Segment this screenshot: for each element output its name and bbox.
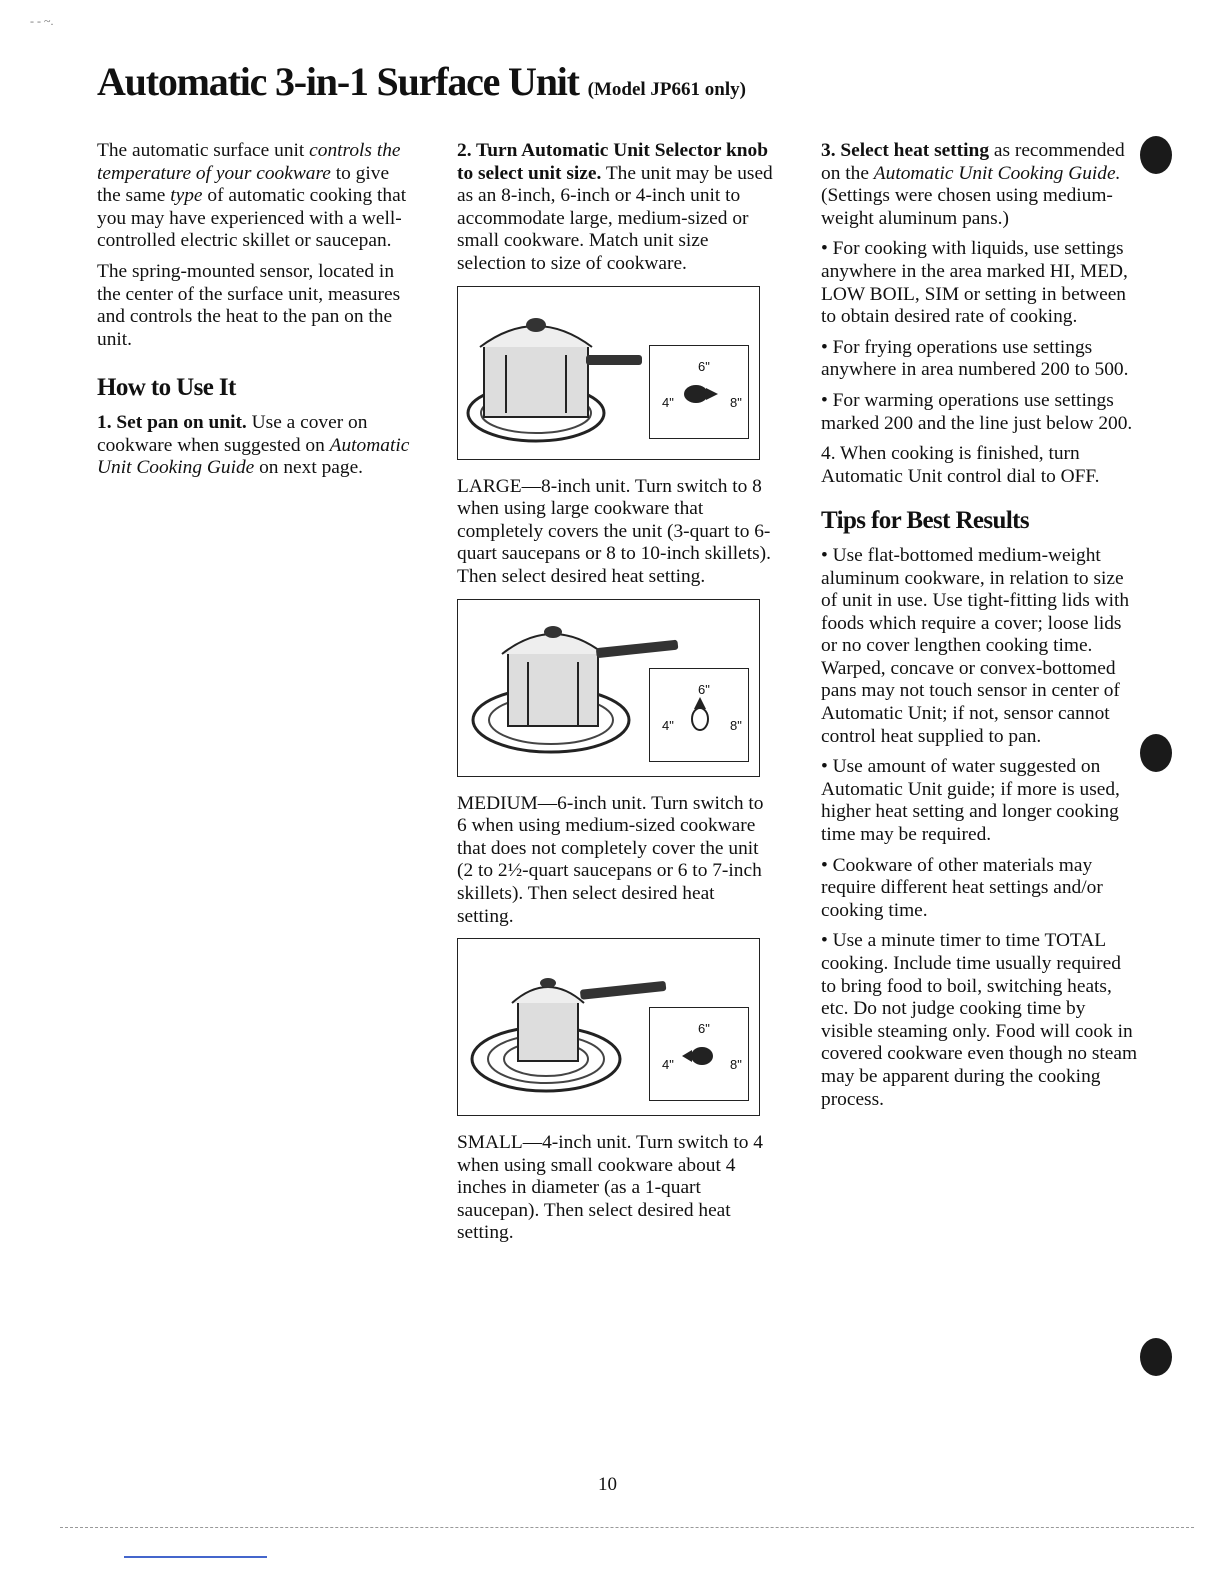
step-4: 4. When cooking is finished, turn Automatic Unit control dial to OFF. [821, 443, 1100, 487]
bullet-frying: • For frying operations use settings anywhere in area numbered 200 to 500. [821, 336, 1129, 381]
selector-dial-large: 6" 4" 8" [649, 345, 749, 439]
column-left [97, 140, 417, 488]
step-3: 3. Select heat setting as recommended on the Automatic Unit Cooking Guide. (Settings were chosen using medium-weight aluminum pans.) [821, 140, 1125, 229]
small-description: SMALL—4-inch unit. Turn switch to 4 when using small cookware about 4 inches in diameter (as a 1-quart saucepan). Then select desired heat setting. [457, 1132, 763, 1244]
tip-timer: • Use a minute timer to time TOTAL cooking. Include time usually required to bring food to boil, switching heats, etc. Do not judge cooking time by visible steaming only. Food will cook in covered cookware even though no steam may be apparent during the cooking process. [821, 930, 1138, 1110]
binder-hole-bottom [1140, 1338, 1172, 1376]
large-unit-figure [457, 286, 760, 460]
title-main: Automatic 3-in-1 Surface Unit [97, 59, 579, 104]
how-to-use-heading: How to Use It [97, 374, 236, 402]
selector-dial-medium: 6" 4" 8" [649, 668, 749, 762]
knob-pointing-4-icon [682, 1044, 714, 1068]
intro-paragraph: The automatic surface unit controls the temperature of your cookware to give the same type of automatic cooking that you may have experienced with a well-controlled electric skillet or saucepan. [97, 140, 407, 252]
medium-description: MEDIUM—6-inch unit. Turn switch to 6 when using medium-sized cookware that does not completely cover the unit (2 to 2½-quart saucepans or 6 to 7-inch skillets). Then select desired heat setting. [457, 792, 764, 927]
binder-hole-middle [1140, 734, 1172, 772]
scan-mark: - - ~. [30, 14, 54, 28]
bullet-warming: • For warming operations use settings marked 200 and the line just below 200. [821, 389, 1133, 434]
small-saucepan-illustration [466, 947, 676, 1107]
large-description: LARGE—8-inch unit. Turn switch to 8 when using large cookware that completely covers the unit (3-quart to 6-quart saucepans or 8 to 10-inch skillets). Then select desired heat setting. [457, 475, 771, 587]
tips-heading: Tips for Best Results [821, 507, 1030, 535]
bullet-liquids: • For cooking with liquids, use settings anywhere in the area marked HI, MED, LOW BOIL, SIM or setting in between to obtain desired rate of cooking. [821, 238, 1128, 328]
tip-water: • Use amount of water suggested on Automatic Unit guide; if more is used, higher heat setting and longer cooking time may be required. [821, 756, 1120, 846]
tip-cookware: • Use flat-bottomed medium-weight aluminum cookware, in relation to size of unit in use. Use tight-fitting lids with foods which require a cover; loose lids or no cover lengthen cooking time. Warped, concave or convex-bottomed pans may not touch sensor in center of Automatic Unit; if not, sensor cannot control heat supplied to pan. [821, 544, 1130, 747]
column-right [821, 140, 1139, 1119]
step-2: 2. Turn Automatic Unit Selector knob to select unit size. The unit may be used as an 8-inch, 6-inch or 4-inch unit to accommodate large, medium-sized or small cookware. Match unit size selection to size of cookware. [457, 140, 773, 274]
sensor-paragraph: The spring-mounted sensor, located in the center of the surface unit, measures and controls the heat to the pan on the unit. [97, 260, 401, 350]
footer-rule [60, 1527, 1194, 1528]
small-unit-figure [457, 938, 760, 1116]
footer-link-underline [124, 1556, 267, 1558]
page-number: 10 [598, 1474, 617, 1495]
binder-hole-top [1140, 136, 1172, 174]
knob-pointing-6-icon [690, 695, 710, 731]
medium-unit-figure [457, 599, 760, 777]
column-middle [457, 140, 775, 1253]
page-title [97, 58, 746, 105]
tip-materials: • Cookware of other materials may require different heat settings and/or cooking time. [821, 854, 1103, 921]
selector-dial-small: 6" 4" 8" [649, 1007, 749, 1101]
large-saucepan-illustration [466, 295, 646, 455]
title-model-note: (Model JP661 only) [587, 79, 746, 100]
knob-pointing-8-icon [678, 382, 718, 406]
step-1: 1. Set pan on unit. Use a cover on cookware when suggested on Automatic Unit Cooking Guide on next page. [97, 411, 410, 479]
